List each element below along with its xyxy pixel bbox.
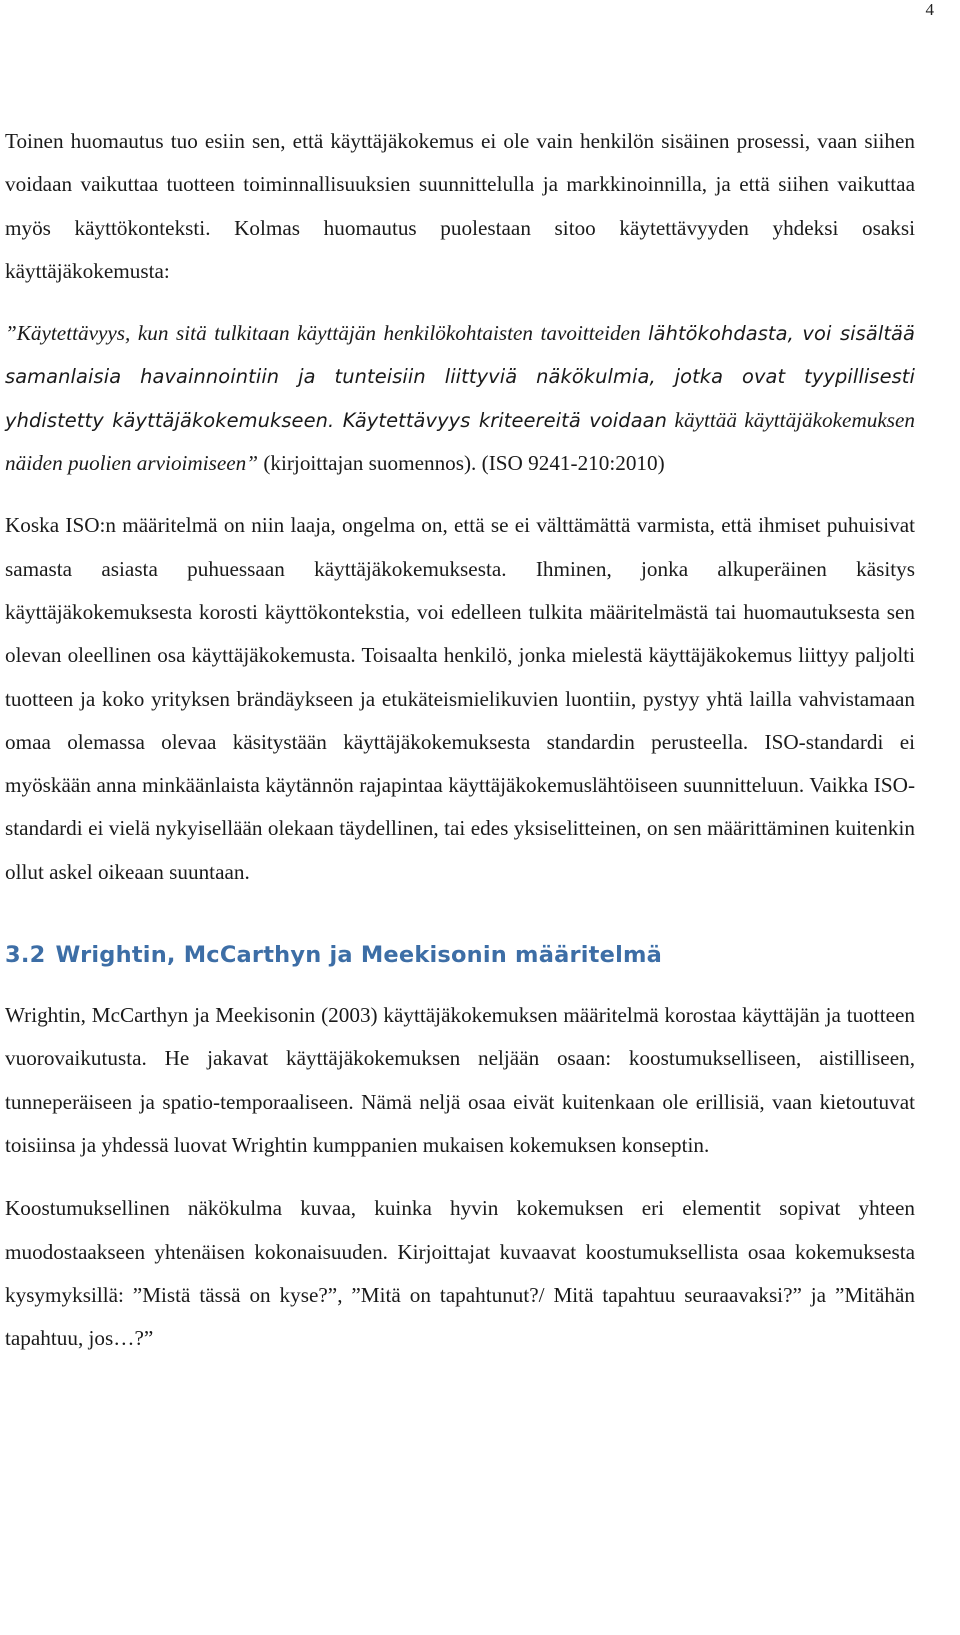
iso-quote [5, 312, 915, 485]
quote-citation: (kirjoittajan suomennos). (ISO 9241-210:2010) [258, 451, 665, 476]
document-body [5, 120, 915, 1360]
quote-text-2: lähtökohdasta, voi sisältää samanlaisia havainnointiin ja tunteisiin liittyviä näkökulmia, jotka ovat tyypillisesti yhdistetty käyttäjäkokemukseen. Käytettävyys kriteereitä voidaan [5, 322, 915, 432]
section-heading [5, 938, 915, 972]
section-title: Wrightin, McCarthyn ja Meekisonin määritelmä [55, 942, 663, 969]
paragraph-iso-remarks: Toinen huomautus tuo esiin sen, että käyttäjäkokemus ei ole vain henkilön sisäinen prosessi, vaan siihen voidaan vaikuttaa tuotteen toiminnallisuuksien suunnittelulla ja markkinoinnilla, ja että siihen vaikuttaa myös käyttökonteksti. Kolmas huomautus puolestaan sitoo käytettävyyden yhdeksi osaksi käyttäjäkokemusta: [5, 129, 915, 283]
paragraph-iso-critique: Koska ISO:n määritelmä on niin laaja, ongelma on, että se ei välttämättä varmista, että ihmiset puhuisivat samasta asiasta puhuessaan käyttäjäkokemuksesta. Ihminen, jonka alkuperäinen käsitys käyttäjäkokemuksesta korosti käyttökontekstia, voi edelleen tulkita määritelmästä tai huomautuksesta sen olevan oleellinen osa käyttäjäkokemusta. Toisaalta henkilö, jonka mielestä käyttäjäkokemus liittyy paljolti tuotteen ja koko yrityksen brändäykseen ja etukäteismielikuvien luontiin, pystyy yhtä lailla vahvistamaan omaa olemassa olevaa käsitystään käyttäjäkokemuksesta standardin perusteella. ISO-standardi ei myöskään anna minkäänlaista käytännön rajapintaa käyttäjäkokemuslähtöiseen suunnitteluun. Vaikka ISO-standardi ei vielä nykyisellään olekaan täydellinen, tai edes yksiselitteinen, on sen määrittäminen kuitenkin ollut askel oikeaan suuntaan. [5, 513, 915, 884]
page-number: 4 [925, 0, 934, 19]
quote-text-3: käyttää käyttäjäkokemuksen näiden puolien arvioimiseen” [5, 407, 915, 476]
paragraph-wright-definition: Wrightin, McCarthyn ja Meekisonin (2003) käyttäjäkokemuksen määritelmä korostaa käyttäjän ja tuotteen vuorovaikutusta. He jakavat käyttäjäkokemuksen neljään osaan: koostumukselliseen, aistilliseen, tunneperäiseen ja spatio-temporaaliseen. Nämä neljä osaa eivät kuitenkaan ole erillisiä, vaan kietoutuvat toisiinsa ja yhdessä luovat Wrightin kumppanien mukaisen kokemuksen konseptin. [5, 1003, 915, 1157]
quote-text-1: ”Käytettävyys, kun sitä tulkitaan käyttäjän henkilökohtaisten tavoitteiden [5, 321, 649, 346]
section-number: 3.2 [5, 942, 46, 969]
paragraph-compositional: Koostumuksellinen näkökulma kuvaa, kuinka hyvin kokemuksen eri elementit sopivat yhteen muodostaakseen yhtenäisen kokonaisuuden. Kirjoittajat kuvaavat koostumuksellista osaa kokemuksesta kysymyksillä: ”Mistä tässä on kyse?”, ”Mitä on tapahtunut?/ Mitä tapahtuu seuraavaksi?” ja ”Mitähän tapahtuu, jos…?” [5, 1196, 915, 1351]
